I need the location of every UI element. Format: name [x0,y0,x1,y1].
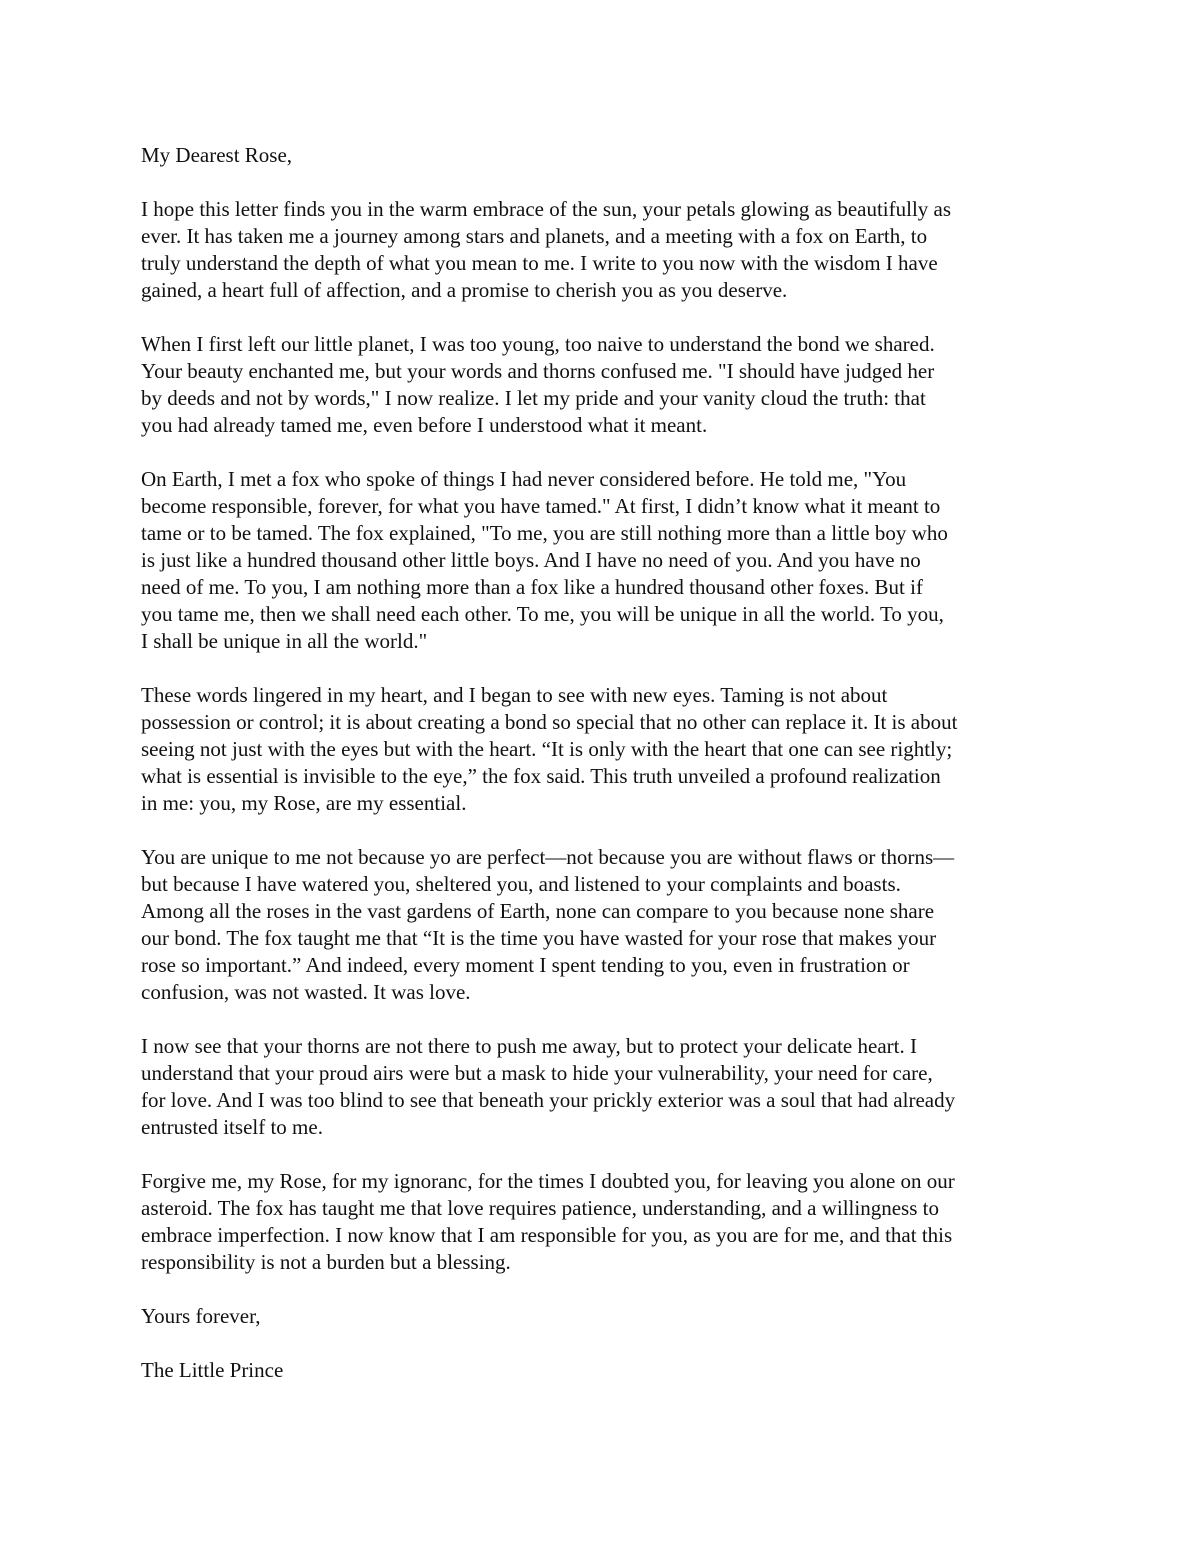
paragraph-3: On Earth, I met a fox who spoke of things I had never considered before. He told me, "You become responsible, forever, for what you have tamed." At first, I didn’t know what it meant to tame or to be tamed. The fox explained, "To me, you are still nothing more than a little boy who is just like a hundred thousand other little boys. And I have no need of you. And you have no need of me. To you, I am nothing more than a fox like a hundred thousand other foxes. But if you tame me, then we shall need each other. To me, you will be unique in all the world. To you, I shall be unique in all the world." [141,467,948,653]
paragraph-2: When I first left our little planet, I was too young, too naive to understand the bond we shared. Your beauty enchanted me, but your words and thorns confused me. "I should have judged her by deeds and not by words," I now realize. I let my pride and your vanity cloud the truth: that you had already tamed me, even before I understood what it meant. [141,332,935,437]
paragraph-1: I hope this letter finds you in the warm embrace of the sun, your petals glowing as beautifully as ever. It has taken me a journey among stars and planets, and a meeting with a fox on Earth, to truly understand the depth of what you mean to me. I write to you now with the wisdom I have gained, a heart full of affection, and a promise to cherish you as you deserve. [141,197,952,302]
paragraph-4: These words lingered in my heart, and I began to see with new eyes. Taming is not about possession or control; it is about creating a bond so special that no other can replace it. It is about seeing not just with the eyes but with the heart. “It is only with the heart that one can see rightly; what is essential is invisible to the eye,” the fox said. This truth unveiled a profound realization in me: you, my Rose, are my essential. [141,683,958,815]
paragraph-7: Forgive me, my Rose, for my ignoranc, for the times I doubted you, for leaving you alone on our asteroid. The fox has taught me that love requires patience, understanding, and a willingness to embrace imperfection. I now know that I am responsible for you, as you are for me, and that this responsibility is not a burden but a blessing. [141,1169,955,1274]
signature: The Little Prince [141,1358,284,1382]
salutation: My Dearest Rose, [141,143,293,167]
paragraph-6: I now see that your thorns are not there to push me away, but to protect your delicate heart. I understand that your proud airs were but a mask to hide your vulnerability, your need for care, for love. And I was too blind to see that beneath your prickly exterior was a soul that had already entrusted itself to me. [141,1034,956,1139]
closing: Yours forever, [141,1304,261,1328]
paragraph-5: You are unique to me not because yo are perfect—not because you are without flaws or thorns— but because I have watered you, sheltered you, and listened to your complaints and boasts. Among all the roses in the vast gardens of Earth, none can compare to you because none share our bond. The fox taught me that “It is the time you have wasted for your rose that makes your rose so important.” And indeed, every moment I spent tending to you, even in frustration or confusion, was not wasted. It was love. [141,845,955,1004]
letter-body [141,142,1059,1384]
